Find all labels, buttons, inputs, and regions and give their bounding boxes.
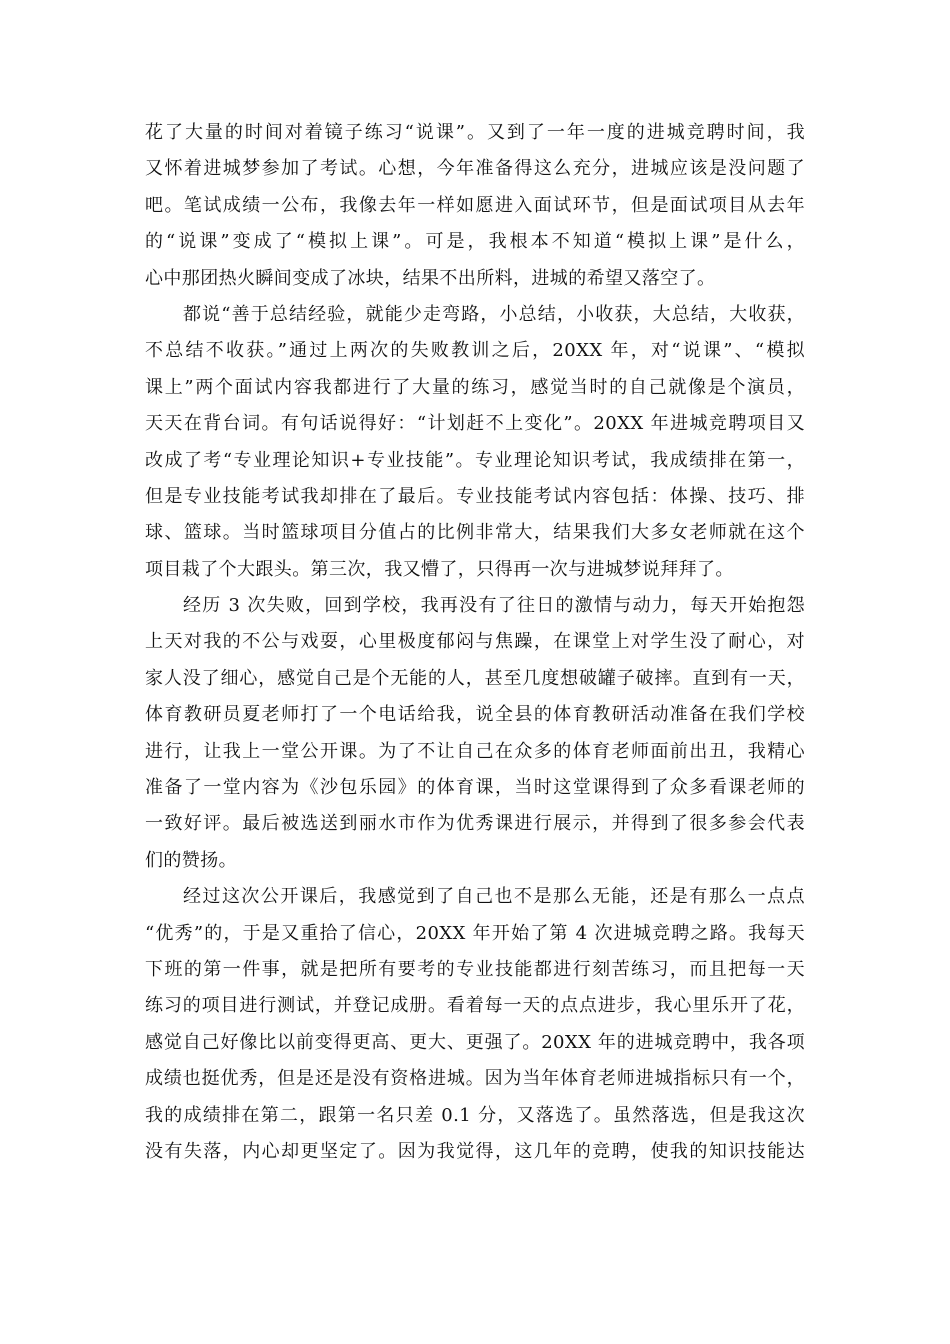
text-line: 不总结不收获。”通过上两次的失败教训之后，20XX 年，对“说课”、“模拟 <box>145 340 805 362</box>
document-body <box>145 115 805 1170</box>
text-line: 吧。笔试成绩一公布，我像去年一样如愿进入面试环节，但是面试项目从去年 <box>145 194 805 216</box>
text-line: 进行，让我上一堂公开课。为了不让自己在众多的体育老师面前出丑，我精心 <box>145 740 805 762</box>
text-line: 球、篮球。当时篮球项目分值占的比例非常大，结果我们大多女老师就在这个 <box>145 522 805 544</box>
text-line: 又怀着进城梦参加了考试。心想，今年准备得这么充分，进城应该是没问题了 <box>145 158 805 180</box>
text-line: 心中那团热火瞬间变成了冰块，结果不出所料，进城的希望又落空了。 <box>145 267 716 289</box>
paragraph-first-line: 都说“善于总结经验，就能少走弯路，小总结，小收获，大总结，大收获， <box>183 303 805 325</box>
text-line: “优秀”的，于是又重拾了信心，20XX 年开始了第 4 次进城竞聘之路。我每天 <box>145 922 805 944</box>
text-line: 练习的项目进行测试，并登记成册。看着每一天的点点进步，我心里乐开了花， <box>145 995 805 1017</box>
text-line: 一致好评。最后被选送到丽水市作为优秀课进行展示，并得到了很多参会代表 <box>145 813 805 835</box>
text-line: 上天对我的不公与戏耍，心里极度郁闷与焦躁，在课堂上对学生没了耐心，对 <box>145 631 805 653</box>
paragraph-first-line: 经过这次公开课后，我感觉到了自己也不是那么无能，还是有那么一点点 <box>183 886 805 908</box>
paragraph-first-line: 经历 3 次失败，回到学校，我再没有了往日的激情与动力，每天开始抱怨 <box>183 595 805 617</box>
text-line: 家人没了细心，感觉自己是个无能的人，甚至几度想破罐子破摔。直到有一天， <box>145 667 805 689</box>
text-line: 课上”两个面试内容我都进行了大量的练习，感觉当时的自己就像是个演员， <box>145 376 805 398</box>
text-line: 花了大量的时间对着镜子练习“说课”。又到了一年一度的进城竞聘时间，我 <box>145 122 805 143</box>
text-line: 项目栽了个大跟头。第三次，我又懵了，只得再一次与进城梦说拜拜了。 <box>145 558 734 580</box>
text-line: 成绩也挺优秀，但是还是没有资格进城。因为当年体育老师进城指标只有一个， <box>145 1068 805 1090</box>
text-line: 体育教研员夏老师打了一个电话给我，说全县的体育教研活动准备在我们学校 <box>145 704 805 726</box>
text-line: 改成了考“专业理论知识+专业技能”。专业理论知识考试，我成绩排在第一， <box>145 449 805 471</box>
text-line: 我的成绩排在第二，跟第一名只差 0.1 分，又落选了。虽然落选，但是我这次 <box>145 1104 805 1126</box>
text-line: 感觉自己好像比以前变得更高、更大、更强了。20XX 年的进城竞聘中，我各项 <box>145 1031 805 1053</box>
text-line: 们的赞扬。 <box>145 849 237 871</box>
text-line: 准备了一堂内容为《沙包乐园》的体育课，当时这堂课得到了众多看课老师的 <box>145 777 805 799</box>
text-line: 天天在背台词。有句话说得好：“计划赶不上变化”。20XX 年进城竞聘项目又 <box>145 413 805 435</box>
text-line: 的“说课”变成了“模拟上课”。可是，我根本不知道“模拟上课”是什么， <box>145 231 805 253</box>
text-line: 没有失落，内心却更坚定了。因为我觉得，这几年的竞聘，使我的知识技能达 <box>145 1140 805 1162</box>
text-line: 但是专业技能考试我却排在了最后。专业技能考试内容包括：体操、技巧、排 <box>145 485 805 507</box>
text-line: 下班的第一件事，就是把所有要考的专业技能都进行刻苦练习，而且把每一天 <box>145 958 805 980</box>
